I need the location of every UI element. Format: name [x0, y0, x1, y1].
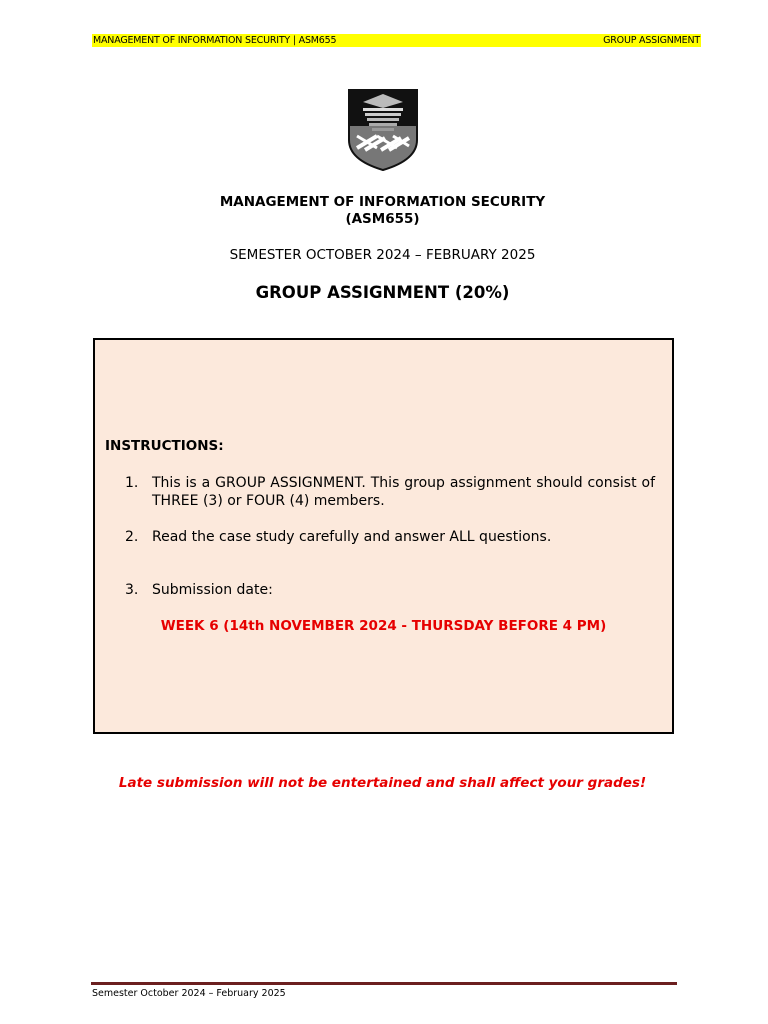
university-crest-icon [347, 88, 419, 172]
footer-semester: Semester October 2024 – February 2025 [92, 988, 286, 999]
instruction-text: Read the case study carefully and answer ALL questions. [152, 529, 552, 545]
instruction-text: Submission date: [152, 582, 273, 598]
course-title [92, 194, 673, 228]
late-submission-warning: Late submission will not be entertained and shall affect your grades! [118, 775, 647, 791]
instruction-number: 1. [125, 475, 139, 491]
header-course: MANAGEMENT OF INFORMATION SECURITY | ASM655 [93, 35, 337, 46]
instruction-number: 3. [125, 582, 139, 598]
instruction-number: 2. [125, 529, 139, 545]
instruction-item [125, 474, 655, 514]
instruction-item [125, 528, 655, 548]
course-title-line1: MANAGEMENT OF INFORMATION SECURITY [219, 194, 546, 210]
footer-divider [91, 982, 677, 985]
assignment-title: GROUP ASSIGNMENT (20%) [255, 283, 510, 302]
submission-deadline: WEEK 6 (14th NOVEMBER 2024 - THURSDAY BEFORE 4 PM) [160, 618, 607, 634]
page-header [92, 34, 701, 47]
instruction-item [125, 581, 655, 601]
semester-line: SEMESTER OCTOBER 2024 – FEBRUARY 2025 [229, 247, 536, 263]
course-code: (ASM655) [345, 211, 420, 227]
instructions-box [93, 338, 674, 734]
instructions-heading: INSTRUCTIONS: [105, 438, 224, 454]
instruction-text: This is a GROUP ASSIGNMENT. This group assignment should consist of THREE (3) or FOUR (4) members. [152, 475, 655, 509]
header-doc-type: GROUP ASSIGNMENT [603, 35, 700, 46]
